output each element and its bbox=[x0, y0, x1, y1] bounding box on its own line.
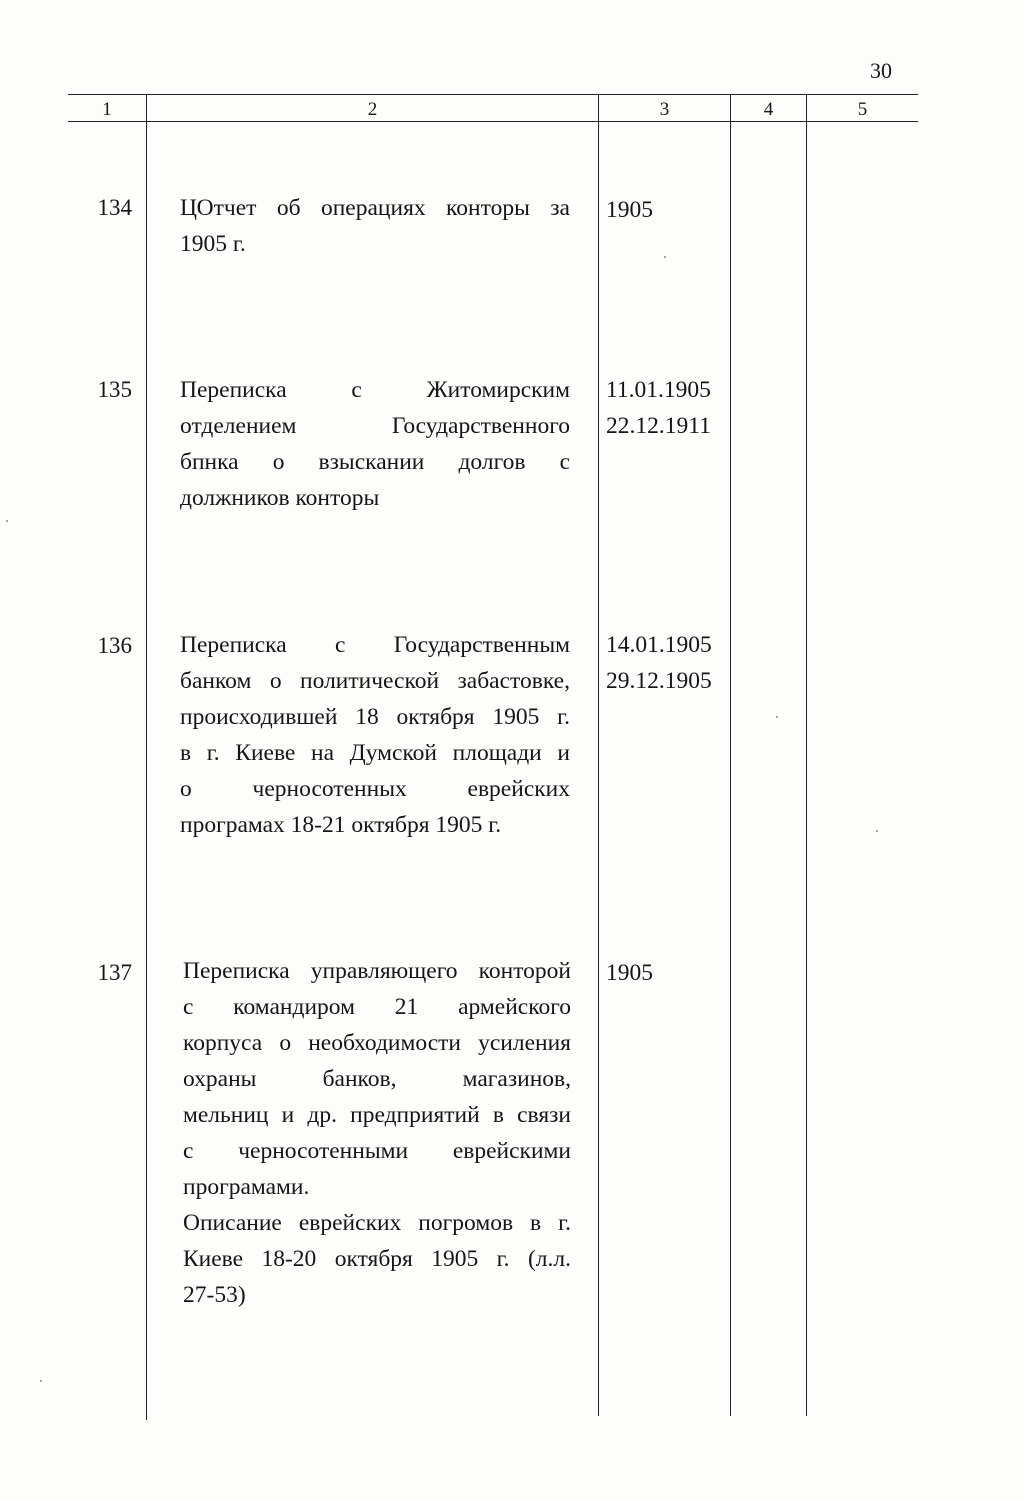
description-line: мельниц и др. предприятий в связи bbox=[183, 1102, 571, 1128]
page-number: 30 bbox=[870, 58, 892, 83]
description-line: 1905 г. bbox=[180, 231, 246, 257]
row-dates bbox=[606, 192, 726, 228]
column-header-1: 1 bbox=[102, 99, 112, 120]
scan-speck bbox=[876, 830, 878, 832]
description-line: отделением Государственного bbox=[180, 413, 570, 439]
table-top-border bbox=[68, 94, 918, 95]
column-divider-4 bbox=[806, 94, 807, 1416]
description-line: охраны банков, магазинов, bbox=[183, 1066, 571, 1092]
row-description bbox=[180, 372, 570, 516]
date-value: 29.12.1905 bbox=[606, 668, 712, 694]
column-header-3: 3 bbox=[659, 99, 670, 120]
description-line: 27-53) bbox=[183, 1282, 246, 1308]
column-divider-1 bbox=[146, 94, 147, 1420]
row-dates bbox=[606, 955, 726, 991]
row-dates bbox=[606, 627, 726, 699]
date-value: 11.01.1905 bbox=[606, 377, 711, 403]
column-header-4: 4 bbox=[763, 99, 774, 120]
row-description bbox=[180, 190, 570, 262]
description-line: должников конторы bbox=[180, 485, 380, 511]
header-bottom-border bbox=[68, 121, 918, 122]
description-line: Переписка с Государственным bbox=[180, 632, 570, 658]
description-line: с черносотенными еврейскими bbox=[183, 1138, 571, 1164]
column-divider-2 bbox=[598, 94, 599, 1416]
description-line: ЦОтчет об операциях конторы за bbox=[180, 195, 570, 221]
description-line: програмами. bbox=[183, 1174, 310, 1200]
description-line: Переписка управляющего конторой bbox=[183, 958, 571, 984]
row-description bbox=[180, 627, 570, 843]
description-line: бпнка о взыскании долгов с bbox=[180, 449, 570, 475]
description-line: банком о политической забастовке, bbox=[180, 668, 570, 694]
column-header-5: 5 bbox=[857, 99, 868, 120]
description-line: в г. Киеве на Думской площади и bbox=[180, 740, 570, 766]
description-line: Киеве 18-20 октября 1905 г. (л.л. bbox=[183, 1246, 571, 1272]
row-dates bbox=[606, 372, 726, 444]
row-description bbox=[183, 953, 571, 1313]
description-line: о черносотенных еврейских bbox=[180, 776, 570, 802]
row-number: 134 bbox=[97, 195, 132, 220]
description-line: происходившей 18 октября 1905 г. bbox=[180, 704, 570, 730]
date-value: 1905 bbox=[606, 960, 653, 986]
date-value: 1905 bbox=[606, 197, 653, 223]
date-value: 22.12.1911 bbox=[606, 413, 711, 439]
scan-speck bbox=[6, 520, 8, 522]
scan-speck bbox=[776, 716, 778, 718]
description-line: Переписка с Житомирским bbox=[180, 377, 570, 403]
row-number: 135 bbox=[97, 377, 132, 402]
description-line: програмах 18-21 октября 1905 г. bbox=[180, 812, 502, 838]
date-value: 14.01.1905 bbox=[606, 632, 712, 658]
column-divider-3 bbox=[730, 94, 731, 1416]
description-line: Описание еврейских погромов в г. bbox=[183, 1210, 571, 1236]
description-line: корпуса о необходимости усиления bbox=[183, 1030, 571, 1056]
row-number: 137 bbox=[97, 960, 132, 985]
scan-speck bbox=[40, 1380, 42, 1382]
column-header-2: 2 bbox=[367, 99, 378, 120]
description-line: с командиром 21 армейского bbox=[183, 994, 571, 1020]
scan-speck bbox=[664, 256, 666, 258]
row-number: 136 bbox=[97, 633, 132, 658]
